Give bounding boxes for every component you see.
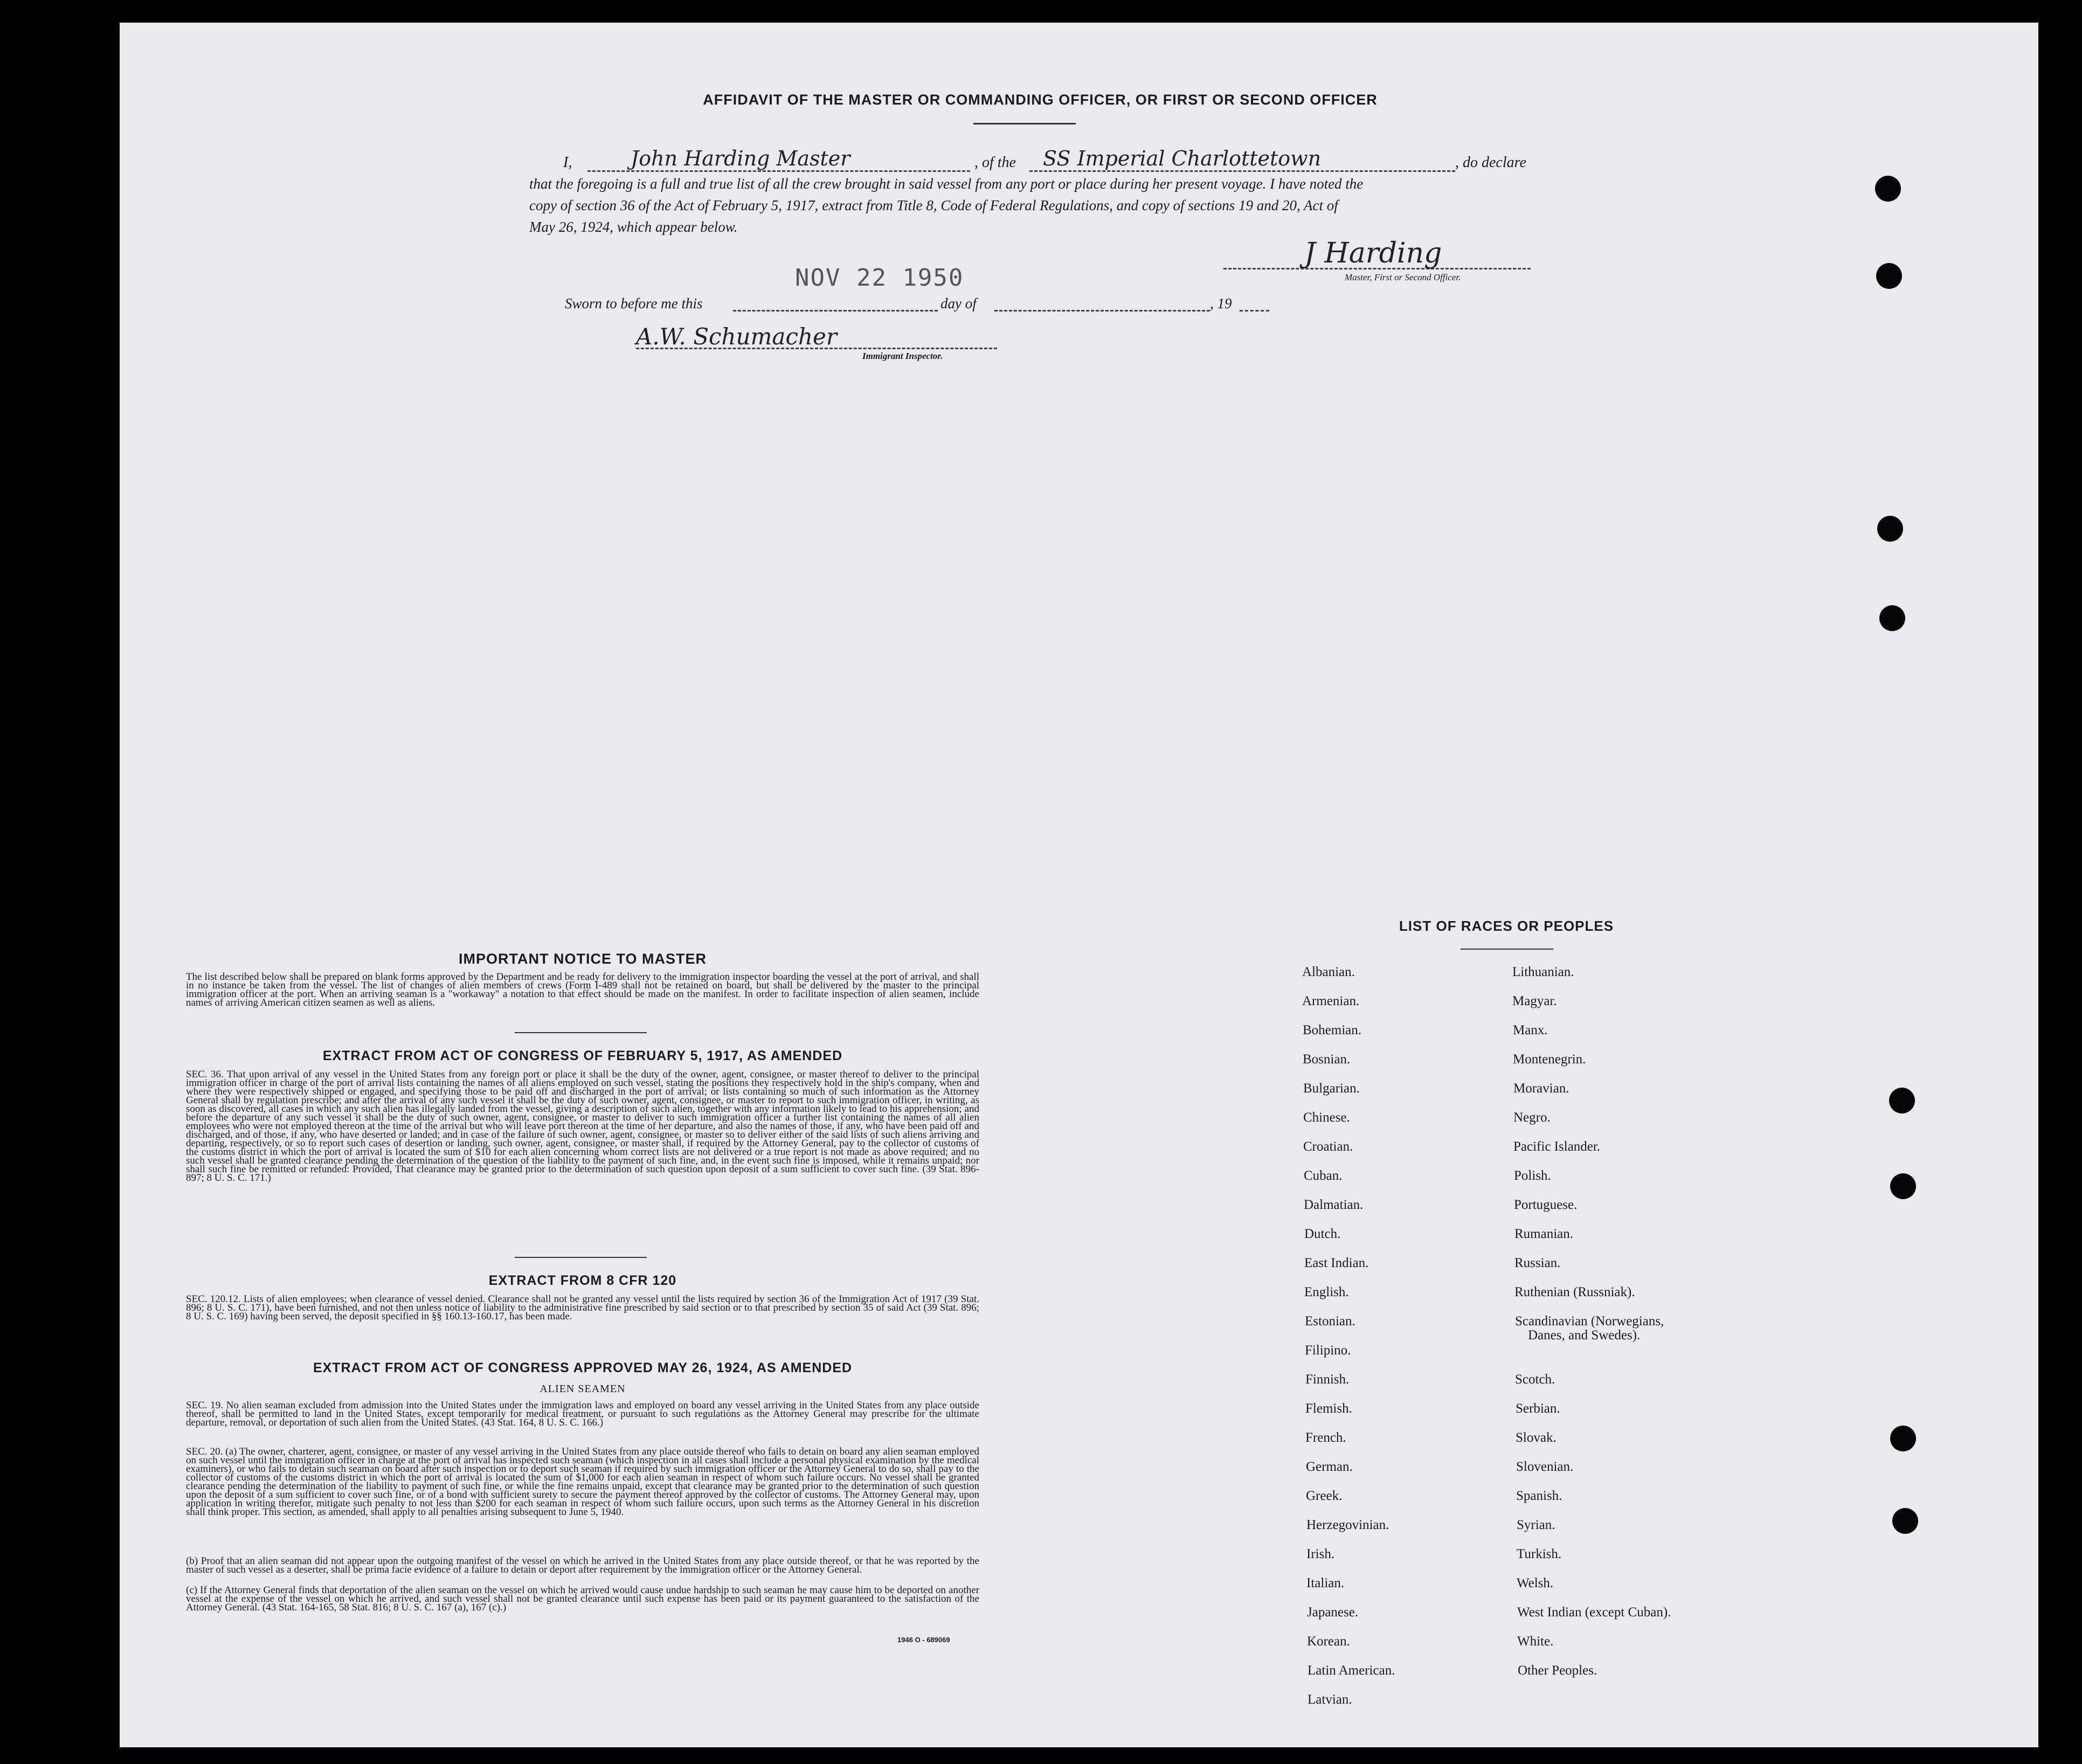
master-name-line <box>587 170 970 172</box>
extract-1924-sec19: SEC. 19. No alien seaman excluded from admission into the United States under the immigration laws and employed on board any vessel arriving in the United States from any place outside thereof, shall be permitted to land in the United States, except temporarily for medical treatment, or pursuant to such regulations as the Attorney General may prescribe for the ultimate departure, removal, or deportation of such alien from the United States. (43 Stat. 164, 8 U. S. C. 166.) <box>186 1400 979 1428</box>
race-item: Montenegrin. <box>1513 1052 1586 1067</box>
punch-hole <box>1875 176 1901 202</box>
extract-1924-subtitle: ALIEN SEAMEN <box>539 1383 626 1395</box>
race-item: Japanese. <box>1307 1605 1359 1620</box>
race-item: Irish. <box>1306 1547 1335 1561</box>
race-item: Croatian. <box>1303 1139 1353 1154</box>
race-item: Latvian. <box>1308 1692 1352 1707</box>
day-of-label: day of <box>940 295 977 312</box>
race-item: Estonian. <box>1305 1314 1355 1329</box>
races-title: LIST OF RACES OR PEOPLES <box>1399 918 1614 934</box>
extract-1924-sec20c: (c) If the Attorney General finds that deportation of the alien seaman on the vessel on which he arrived would cause undue hardship to such seaman he may cause him to be deported on another vessel at the expense of the vessel on which he arrived, and such vessel shall not be granted clearance until such expense has been paid or its payment guaranteed to the satisfaction of the Attorney General. (43 Stat. 164-165, 58 Stat. 816; 8 U. S. C. 167 (a), 167 (c).) <box>186 1585 979 1613</box>
race-item: Polish. <box>1514 1168 1551 1183</box>
races-title-rule <box>1461 949 1553 950</box>
master-signature-label: Master, First or Second Officer. <box>1345 272 1461 282</box>
race-item: East Indian. <box>1304 1256 1369 1270</box>
punch-hole <box>1892 1508 1918 1534</box>
sworn-year-line <box>1240 310 1269 312</box>
punch-hole <box>1890 1426 1916 1451</box>
race-item: Spanish. <box>1516 1489 1562 1503</box>
race-item: Lithuanian. <box>1512 965 1574 979</box>
punch-hole <box>1890 1173 1916 1199</box>
race-item: Flemish. <box>1305 1401 1352 1416</box>
sworn-month-line <box>994 310 1210 312</box>
race-item: Scandinavian (Norwegians, <box>1515 1314 1664 1329</box>
race-item: Chinese. <box>1303 1110 1350 1125</box>
race-item: Finnish. <box>1305 1372 1350 1387</box>
extract-1924-title: EXTRACT FROM ACT OF CONGRESS APPROVED MAY 26, 1924, AS AMENDED <box>313 1360 853 1375</box>
race-item: Syrian. <box>1517 1518 1555 1532</box>
race-item: Bosnian. <box>1303 1052 1351 1067</box>
affidavit-text-line4: May 26, 1924, which appear below. <box>529 219 738 235</box>
extract-1924-sec20a: SEC. 20. (a) The owner, charterer, agent, consignee, or master of any vessel arriving in the United States from any place outside thereof who fails to detain on board any alien seaman employed on such vessel until the immigration officer in charge at the port of arrival has inspected such seaman (which inspection in all cases shall include a personal physical examination by the medical examiners), or who fails to detain such seaman on board after such inspection or to deport such seaman if required by such immigration officer or the Attorney General to do so, shall pay to the collector of customs of the customs district in which the port of arrival is located the sum of $1,000 for each alien seaman in respect of whom such failure occurs. No vessel shall be granted clearance pending the determination of the liability to payment of such fine, or while the fine remains unpaid, except that clearance may be granted prior to the determination of such question upon the deposit of a sum sufficient to cover such fine, or of a bond with sufficient surety to secure the payment thereof approved by the collector of customs. The Attorney General may, upon application in writing therefor, mitigate such penalty to not less than $200 for each seaman in respect of whom such failure occurs, upon such terms as the Attorney General in his discretion shall think proper. This section, as amended, shall apply to all penalties arising subsequent to June 5, 1940. <box>186 1446 979 1518</box>
race-item: West Indian (except Cuban). <box>1517 1605 1671 1620</box>
extract-cfr-text: SEC. 120.12. Lists of alien employees; when clearance of vessel denied. Clearance shall not be granted any vessel until the lists required by section 36 of the Immigration Act of 1917 (39 Stat. 896; 8 U. S. C. 171), have been furnished, and not then unless notice of liability to the administrative fine prescribed by said section or to that prescribed by section 35 of said Act (39 Stat. 896; 8 U. S. C. 169) having been served, the deposit specified in §§ 160.13-160.17, has been made. <box>186 1293 979 1322</box>
race-item: Scotch. <box>1515 1372 1555 1387</box>
race-item: Armenian. <box>1302 994 1360 1008</box>
race-item: Serbian. <box>1516 1401 1560 1416</box>
year-label: , 19 <box>1210 295 1232 312</box>
race-item: Greek. <box>1306 1489 1343 1503</box>
race-item: Welsh. <box>1517 1576 1554 1590</box>
affidavit-intro: I, <box>563 154 572 171</box>
race-item: Negro. <box>1513 1110 1551 1125</box>
race-item: Bulgarian. <box>1303 1081 1360 1096</box>
master-name: John Harding Master <box>631 147 850 170</box>
punch-hole <box>1889 1088 1915 1113</box>
extract-1924-sec20b: (b) Proof that an alien seaman did not appear upon the outgoing manifest of the vessel on which he arrived in the United States from any place outside thereof, or that he was reported by the master of such vessel as a deserter, shall be prima facie evidence of a failure to detain or deport after requirement by the immigration officer or the Attorney General. <box>186 1555 979 1575</box>
sworn-day-line <box>733 310 938 312</box>
race-item: Russian. <box>1514 1256 1561 1270</box>
date-stamp: NOV 22 1950 <box>795 264 964 292</box>
race-item: Other Peoples. <box>1518 1663 1597 1678</box>
affidavit-title: AFFIDAVIT OF THE MASTER OR COMMANDING OFFICER, OR FIRST OR SECOND OFFICER <box>703 92 1378 108</box>
race-item: Portuguese. <box>1514 1198 1578 1212</box>
race-item: Herzegovinian. <box>1306 1518 1389 1532</box>
of-the-label: , of the <box>974 154 1016 171</box>
divider <box>515 1032 647 1033</box>
race-item: Dalmatian. <box>1304 1198 1364 1212</box>
race-item: Slovak. <box>1516 1430 1557 1445</box>
race-item: Magyar. <box>1512 994 1557 1008</box>
race-item: Turkish. <box>1517 1547 1562 1561</box>
race-item: Pacific Islander. <box>1513 1139 1601 1154</box>
affidavit-text-line3: copy of section 36 of the Act of February 5, 1917, extract from Title 8, Code of Federal Regulations, and copy of sections 19 and 20, Act of <box>529 197 1338 213</box>
do-declare-label: , do declare <box>1455 154 1526 171</box>
printer-mark: 1946 O - 689069 <box>897 1636 950 1644</box>
inspector-signature: A.W. Schumacher <box>636 323 837 350</box>
affidavit-text-line2: that the foregoing is a full and true list of all the crew brought in said vessel from any port or place during her present voyage. I have noted the <box>529 176 1364 192</box>
extract-1917-title: EXTRACT FROM ACT OF CONGRESS OF FEBRUARY 5, 1917, AS AMENDED <box>322 1048 843 1063</box>
race-item: Manx. <box>1513 1023 1548 1037</box>
race-item: Cuban. <box>1304 1168 1343 1183</box>
race-item: White. <box>1517 1634 1554 1649</box>
notice-title: IMPORTANT NOTICE TO MASTER <box>459 951 707 967</box>
divider <box>515 1257 647 1258</box>
extract-cfr-title: EXTRACT FROM 8 CFR 120 <box>488 1273 677 1288</box>
vessel-name: SS Imperial Charlottetown <box>1043 147 1322 170</box>
race-item: Dutch. <box>1304 1227 1341 1241</box>
notice-text: The list described below shall be prepared on blank forms approved by the Department and be ready for delivery to the immigration inspector boarding the vessel at the port of arrival, and shall in no instance be taken from the vessel. The list of changes of alien members of crews (Form I-489 shall not be retained on board, but shall be delivered by the master to the principal immigration officer at the port. When an arriving seaman is a "workaway" a notation to that effect should be made on the manifest. In order to facilitate inspection of alien seamen, include names of arriving American citizen seamen as well as aliens. <box>186 971 979 1008</box>
race-item: Korean. <box>1307 1634 1350 1649</box>
race-item: Ruthenian (Russniak). <box>1514 1285 1635 1299</box>
punch-hole <box>1877 516 1903 542</box>
title-rule <box>973 123 1076 124</box>
race-item: Rumanian. <box>1514 1227 1574 1241</box>
race-item: Filipino. <box>1305 1343 1351 1358</box>
race-item: Slovenian. <box>1516 1459 1574 1474</box>
race-item: French. <box>1305 1430 1346 1445</box>
punch-hole <box>1876 263 1902 289</box>
race-item: German. <box>1306 1459 1353 1474</box>
race-item: Bohemian. <box>1303 1023 1362 1037</box>
race-item: Italian. <box>1306 1576 1345 1590</box>
race-item: English. <box>1304 1285 1349 1299</box>
race-item: Albanian. <box>1302 965 1355 979</box>
master-signature: J Harding <box>1304 237 1442 269</box>
vessel-name-line <box>1029 170 1455 172</box>
inspector-label: Immigrant Inspector. <box>862 351 943 361</box>
race-item: Moravian. <box>1513 1081 1569 1096</box>
race-item: Danes, and Swedes). <box>1528 1328 1641 1343</box>
race-item: Latin American. <box>1308 1663 1395 1678</box>
sworn-label: Sworn to before me this <box>565 295 703 312</box>
extract-1917-text: SEC. 36. That upon arrival of any vessel in the United States from any foreign port or place it shall be the duty of the owner, agent, consignee, or master thereof to deliver to the principal immigration officer in charge of the port of arrival lists containing the names of all aliens employed on such vessel, stating the positions they respectively hold in the ship's company, when and where they were respectively shipped or engaged, and specifying those to be paid off and discharged in the port of arrival; or lists containing so much of such information as the Attorney General shall by regulation prescribe; and after the arrival of any such vessel it shall be the duty of such owner, agent, consignee, or master to report to such immigration officer, in writing, as soon as discovered, all cases in which any such alien has illegally landed from the vessel, giving a description of such alien, together with any information likely to lead to his apprehension; and before the departure of any such vessel it shall be the duty of such owner, agent, consignee, or master to deliver to such immigration officer a further list containing the names of all alien employees who were not employed thereon at the time of the arrival but who will leave port thereon at the time of her departure, and also the names of those, if any, who have been paid off and discharged, and of those, if any, who have deserted or landed; and in case of the failure of such owner, agent, consignee, or master so to deliver either of the said lists of such aliens arriving and departing, respectively, or so to report such cases of desertion or landing, such owner, agent, consignee, or master shall, if required by the Attorney General, pay to the collector of customs of the customs district in which the port of arrival is located the sum of $10 for each alien concerning whom correct lists are not delivered or a true report is not made as above required; and no such vessel shall be granted clearance pending the determination of the question of the liability to the payment of such fine, and, in the event such fine is imposed, while it remains unpaid; nor shall such fine be remitted or refunded: Provided, That clearance may be granted prior to the determination of such question upon deposit of a sum sufficient to cover such fine. (39 Stat. 896-897; 8 U. S. C. 171.) <box>186 1069 979 1184</box>
punch-hole <box>1879 605 1905 631</box>
